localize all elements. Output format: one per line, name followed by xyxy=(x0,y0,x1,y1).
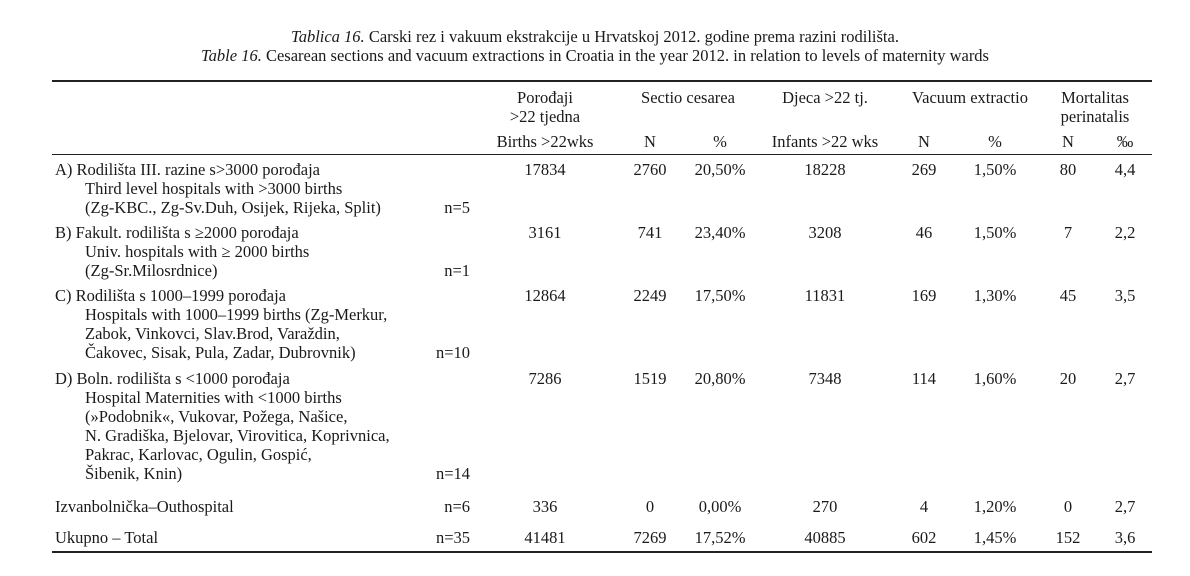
cell-births: 41481 xyxy=(524,528,566,547)
row-label-line: Hospitals with 1000–1999 births (Zg-Merkur, xyxy=(85,305,388,324)
cell-mort-rate: 3,5 xyxy=(1114,286,1136,305)
cell-cs-pct: 23,40% xyxy=(694,223,746,242)
row-label-line: D) Boln. rodilišta s <1000 porođaja xyxy=(55,369,290,388)
header-mortality-line2: perinatalis xyxy=(1060,107,1130,126)
cell-cs-pct: 17,50% xyxy=(694,286,746,305)
row-hospital-count: n=35 xyxy=(435,528,470,547)
header-births-en: Births >22wks xyxy=(496,132,594,151)
caption-en-text: Cesarean sections and vacuum extractions in Croatia in the year 2012. in relation to levels of maternity wards xyxy=(261,46,989,65)
header-vacuum-n: N xyxy=(918,132,930,151)
cell-mort-rate: 4,4 xyxy=(1114,160,1136,179)
header-mortality-permille: ‰ xyxy=(1116,132,1134,151)
cell-mort-n: 0 xyxy=(1063,497,1073,516)
cell-cs-pct: 0,00% xyxy=(698,497,742,516)
cell-vac-n: 269 xyxy=(911,160,937,179)
caption-en xyxy=(0,46,1190,66)
cell-mort-rate: 2,7 xyxy=(1114,497,1136,516)
row-label-line: (Zg-KBC., Zg-Sv.Duh, Osijek, Rijeka, Split) xyxy=(85,198,381,217)
cell-births: 3161 xyxy=(528,223,562,242)
caption-hr-text: Carski rez i vakuum ekstrakcije u Hrvatskoj 2012. godine prema razini rodilišta. xyxy=(364,27,899,46)
row-label-line: N. Gradiška, Bjelovar, Virovitica, Koprivnica, xyxy=(85,426,390,445)
row-label-line: Univ. hospitals with ≥ 2000 births xyxy=(85,242,310,261)
caption-hr-label: Tablica 16. xyxy=(291,27,365,46)
row-label-line: (»Podobnik«, Vukovar, Požega, Našice, xyxy=(85,407,348,426)
row-hospital-count: n=10 xyxy=(435,343,470,362)
row-hospital-count: n=5 xyxy=(444,198,470,217)
cell-cs-n: 7269 xyxy=(633,528,667,547)
row-label-line: B) Fakult. rodilišta s ≥2000 porođaja xyxy=(55,223,299,242)
row-hospital-count: n=6 xyxy=(444,497,470,516)
row-label-line: Pakrac, Karlovac, Ogulin, Gospić, xyxy=(85,445,312,464)
cell-vac-n: 4 xyxy=(919,497,929,516)
header-mortality-n: N xyxy=(1062,132,1074,151)
cell-cs-pct: 20,80% xyxy=(694,369,746,388)
cell-mort-rate: 2,2 xyxy=(1114,223,1136,242)
cell-births: 12864 xyxy=(524,286,566,305)
caption-hr xyxy=(0,27,1190,47)
row-hospital-count: n=14 xyxy=(435,464,470,483)
cell-vac-n: 602 xyxy=(911,528,937,547)
table-top-rule xyxy=(52,80,1152,82)
row-label-line: Izvanbolnička–Outhospital xyxy=(55,497,234,516)
cell-cs-pct: 17,52% xyxy=(694,528,746,547)
row-hospital-count: n=1 xyxy=(444,261,470,280)
cell-cs-n: 0 xyxy=(645,497,655,516)
cell-infants: 18228 xyxy=(804,160,846,179)
header-cesarean-pct: % xyxy=(713,132,727,151)
row-label-line: Hospital Maternities with <1000 births xyxy=(85,388,342,407)
cell-mort-n: 20 xyxy=(1059,369,1077,388)
cell-vac-pct: 1,45% xyxy=(973,528,1017,547)
cell-births: 7286 xyxy=(528,369,562,388)
cell-vac-pct: 1,50% xyxy=(973,160,1017,179)
row-label-line: Šibenik, Knin) xyxy=(85,464,183,483)
header-births-line1: Porođaji xyxy=(517,88,573,107)
cell-cs-n: 2760 xyxy=(633,160,667,179)
caption-en-label: Table 16. xyxy=(201,46,262,65)
row-label-line: (Zg-Sr.Milosrdnice) xyxy=(85,261,218,280)
cell-mort-rate: 3,6 xyxy=(1114,528,1136,547)
cell-cs-n: 741 xyxy=(637,223,663,242)
cell-cs-n: 2249 xyxy=(633,286,667,305)
cell-mort-n: 80 xyxy=(1059,160,1077,179)
cell-births: 336 xyxy=(532,497,558,516)
cell-vac-pct: 1,30% xyxy=(973,286,1017,305)
table-bottom-rule xyxy=(52,551,1152,553)
cell-vac-n: 169 xyxy=(911,286,937,305)
row-label-line: Third level hospitals with >3000 births xyxy=(85,179,343,198)
cell-vac-pct: 1,50% xyxy=(973,223,1017,242)
row-label-line: Ukupno – Total xyxy=(55,528,159,547)
cell-mort-n: 152 xyxy=(1055,528,1081,547)
cell-vac-n: 46 xyxy=(915,223,933,242)
cell-births: 17834 xyxy=(524,160,566,179)
header-vacuum: Vacuum extractio xyxy=(912,88,1028,107)
header-births-line2: >22 tjedna xyxy=(509,107,581,126)
cell-infants: 270 xyxy=(812,497,838,516)
cell-infants: 3208 xyxy=(808,223,842,242)
header-vacuum-pct: % xyxy=(988,132,1002,151)
header-cesarean: Sectio cesarea xyxy=(641,88,735,107)
cell-mort-n: 45 xyxy=(1059,286,1077,305)
cell-cs-n: 1519 xyxy=(633,369,667,388)
header-cesarean-n: N xyxy=(644,132,656,151)
header-infants-en: Infants >22 wks xyxy=(771,132,879,151)
row-label-line: Zabok, Vinkovci, Slav.Brod, Varaždin, xyxy=(85,324,340,343)
cell-vac-pct: 1,60% xyxy=(973,369,1017,388)
row-label-line: A) Rodilišta III. razine s>3000 porođaja xyxy=(55,160,320,179)
cell-infants: 7348 xyxy=(808,369,842,388)
table-header-rule xyxy=(52,154,1152,155)
cell-infants: 11831 xyxy=(804,286,846,305)
cell-mort-n: 7 xyxy=(1063,223,1073,242)
cell-vac-pct: 1,20% xyxy=(973,497,1017,516)
cell-vac-n: 114 xyxy=(911,369,937,388)
cell-mort-rate: 2,7 xyxy=(1114,369,1136,388)
row-label-line: Čakovec, Sisak, Pula, Zadar, Dubrovnik) xyxy=(85,343,356,362)
cell-infants: 40885 xyxy=(804,528,846,547)
cell-cs-pct: 20,50% xyxy=(694,160,746,179)
header-mortality-line1: Mortalitas xyxy=(1061,88,1129,107)
row-label-line: C) Rodilišta s 1000–1999 porođaja xyxy=(55,286,286,305)
header-infants: Djeca >22 tj. xyxy=(782,88,868,107)
